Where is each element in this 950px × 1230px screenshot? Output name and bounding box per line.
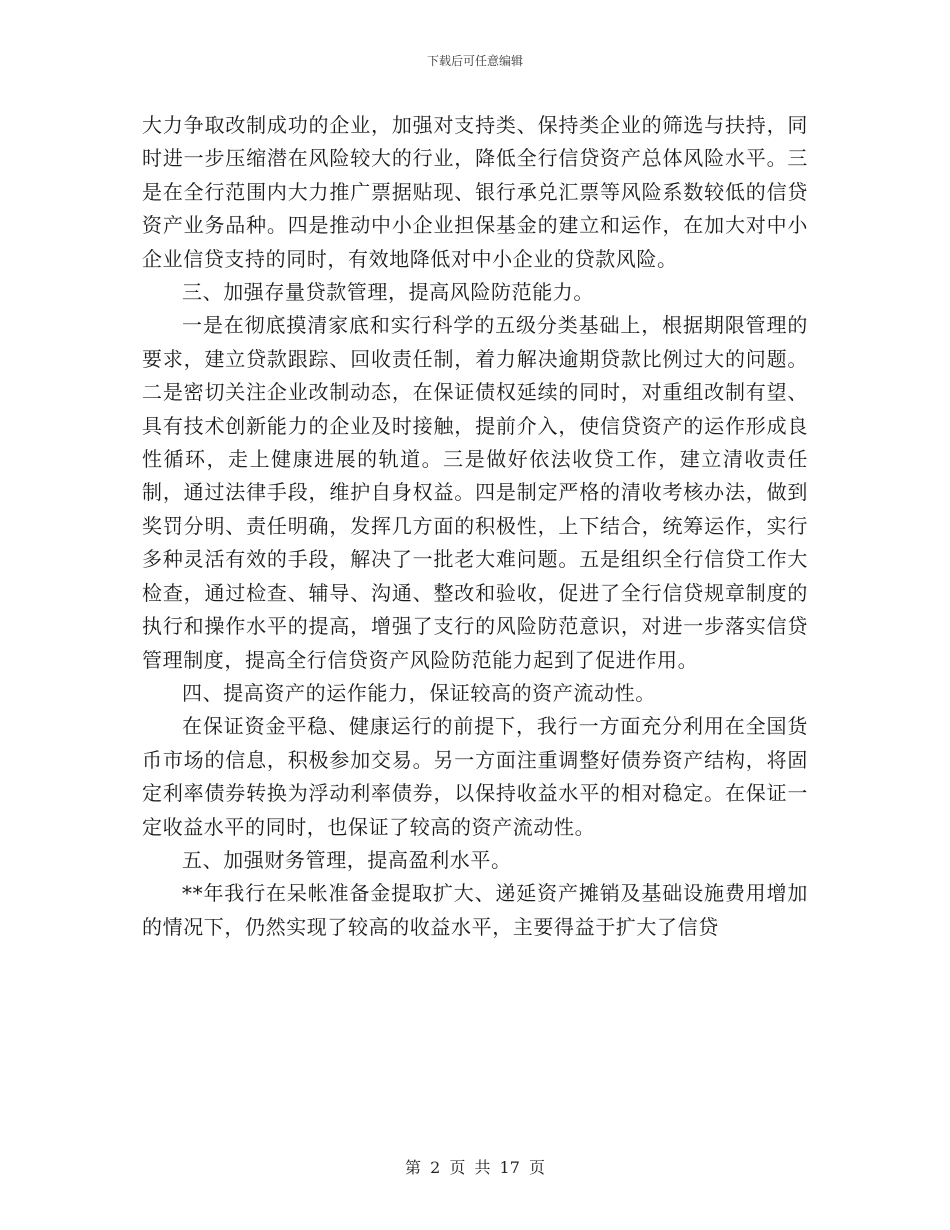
paragraph-2: 一是在彻底摸清家底和实行科学的五级分类基础上，根据期限管理的要求，建立贷款跟踪、回收责任制，着力解决逾期贷款比例过大的问题。二是密切关注企业改制动态，在保证债权延续的同时，对重组改制有望、具有技术创新能力的企业及时接触，提前介入，使信贷资产的运作形成良性循环，走上健康进展的轨道。三是做好依法收贷工作，建立清收责任制，通过法律手段，维护自身权益。四是制定严格的清收考核办法，做到奖罚分明、责任明确，发挥几方面的积极性，上下结合，统筹运作，实行多种灵活有效的手段，解决了一批老大难问题。五是组织全行信贷工作大检查，通过检查、辅导、沟通、整改和验收，促进了全行信贷规章制度的执行和操作水平的提高，增强了支行的风险防范意识，对进一步落实信贷管理制度，提高全行信贷资产风险防范能力起到了促进作用。	[142, 313, 808, 672]
paragraph-1: 大力争取改制成功的企业，加强对支持类、保持类企业的筛选与扶持，同时进一步压缩潜在风险较大的行业，降低全行信贷资产总体风险水平。三是在全行范围内大力推广票据贴现、银行承兑汇票等风险系数较低的信贷资产业务品种。四是推动中小企业担保基金的建立和运作，在加大对中小企业信贷支持的同时，有效地降低对中小企业的贷款风险。	[142, 113, 808, 271]
section-heading-4: 四、提高资产的运作能力，保证较高的资产流动性。	[182, 680, 656, 705]
section-heading-3: 三、加强存量贷款管理，提高风险防范能力。	[182, 280, 594, 305]
section-heading-5: 五、加强财务管理，提高盈利水平。	[182, 847, 512, 872]
page-footer: 第 2 页 共 17 页	[405, 1158, 545, 1177]
paragraph-4: **年我行在呆帐准备金提取扩大、递延资产摊销及基础设施费用增加的情况下，仍然实现了较高的收益水平，主要得益于扩大了信贷	[142, 881, 808, 939]
page-header: 下载后可任意编辑	[426, 54, 523, 68]
paragraph-3: 在保证资金平稳、健康运行的前提下，我行一方面充分利用在全国货币市场的信息，积极参加交易。另一方面注重调整好债券资产结构，将固定利率债券转换为浮动利率债券，以保持收益水平的相对稳定。在保证一定收益水平的同时，也保证了较高的资产流动性。	[142, 714, 808, 839]
document-body	[142, 109, 808, 944]
